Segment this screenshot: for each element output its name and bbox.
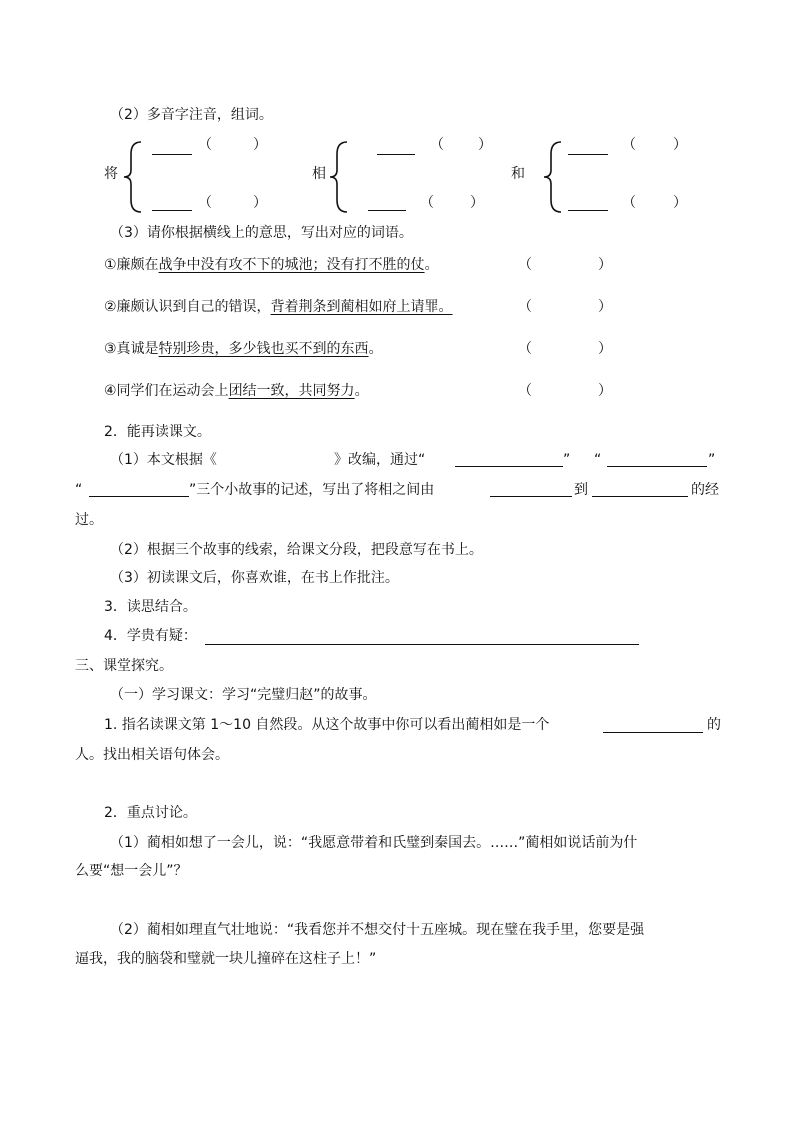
meaning-item-2: ②廉颇认识到自己的错误，背着荆条到蔺相如府上请罪。: [104, 299, 453, 315]
answer-blank[interactable]: [490, 496, 572, 497]
explore-q2-line-2: 逼我，我的脑袋和璧就一块儿撞碎在这柱子上！”: [75, 951, 377, 967]
explore-p1-part-c: 人。找出相关语句体会。: [75, 747, 229, 763]
polyphone-char-3: 和: [511, 166, 525, 182]
brace-icon: [541, 140, 565, 214]
explore-q2-line-1: （2）蔺相如理直气壮地说：“我看您并不想交付十五座城。现在璧在我手里，您要是强: [110, 922, 645, 938]
answer-paren-open: （: [518, 383, 532, 399]
paren-open: （: [622, 137, 636, 153]
pinyin-blank[interactable]: [152, 210, 192, 211]
reread-item3: 3．读思结合。: [104, 599, 197, 615]
answer-paren-open: （: [518, 257, 532, 273]
meaning-item-4: ④同学们在运动会上团结一致，共同努力。: [104, 383, 369, 399]
reread-q1-part-g: ”三个小故事的记述，写出了将相之间由: [189, 482, 435, 498]
reread-q1-part-e: ”: [708, 452, 716, 468]
answer-blank[interactable]: [603, 732, 703, 733]
section-heading-polyphone: （2）多音字注音，组词。: [110, 107, 273, 123]
question-blank[interactable]: [205, 644, 639, 645]
paren-open: （: [198, 195, 212, 211]
pinyin-blank[interactable]: [368, 210, 406, 211]
paren-close: ）: [673, 137, 687, 153]
reread-q1-part-d: “: [594, 452, 602, 468]
pinyin-blank[interactable]: [152, 154, 192, 155]
paren-close: ）: [470, 195, 484, 211]
paren-close: ）: [253, 137, 267, 153]
polyphone-char-2: 相: [312, 166, 326, 182]
brace-icon: [121, 140, 145, 214]
reread-q1-part-f: “: [75, 482, 83, 498]
pinyin-blank[interactable]: [568, 154, 608, 155]
paren-open: （: [198, 137, 212, 153]
answer-paren-open: （: [518, 341, 532, 357]
explore-q1-line-2: 么要“想一会儿”？: [75, 863, 188, 879]
answer-paren-close: ）: [598, 341, 612, 357]
reread-q1-part-j: 过。: [75, 512, 103, 528]
reread-q1-part-h: 到: [574, 482, 588, 498]
explore-p1-part-b: 的: [707, 717, 721, 733]
answer-paren-close: ）: [598, 257, 612, 273]
meaning-item-3: ③真诚是特别珍贵，多少钱也买不到的东西。: [104, 341, 383, 357]
explore-q1-line-1: （1）蔺相如想了一会儿，说：“我愿意带着和氏璧到秦国去。……”蔺相如说话前为什: [110, 835, 638, 851]
paren-close: ）: [478, 137, 492, 153]
reread-q2: （2）根据三个故事的线索，给课文分段，把段意写在书上。: [110, 542, 483, 558]
paren-close: ）: [673, 195, 687, 211]
section-heading-explore: 三、课堂探究。: [75, 658, 173, 674]
explore-p1-part-a: 1. 指名读课文第 1～10 自然段。从这个故事中你可以看出蔺相如是一个: [104, 717, 550, 733]
paren-close: ）: [253, 195, 267, 211]
answer-blank[interactable]: [89, 496, 189, 497]
reread-q1-part-a: （1）本文根据《: [110, 452, 217, 468]
meaning-item-1: ①廉颇在战争中没有攻不下的城池；没有打不胜的仗。: [104, 257, 439, 273]
reread-q3: （3）初读课文后，你喜欢谁，在书上作批注。: [110, 570, 399, 586]
answer-paren-open: （: [518, 299, 532, 315]
answer-paren-close: ）: [598, 299, 612, 315]
explore-p2: 2．重点讨论。: [104, 805, 197, 821]
answer-paren-close: ）: [598, 383, 612, 399]
reread-q1-part-c: ”: [563, 452, 571, 468]
reread-q1-part-b: 》改编，通过“: [334, 452, 426, 468]
section-heading-reread: 2．能再读课文。: [104, 424, 211, 440]
answer-blank[interactable]: [607, 466, 707, 467]
answer-blank[interactable]: [592, 496, 688, 497]
paren-open: （: [622, 195, 636, 211]
section-heading-meaning: （3）请你根据横线上的意思，写出对应的词语。: [110, 225, 413, 241]
paren-open: （: [430, 137, 444, 153]
answer-blank[interactable]: [455, 466, 563, 467]
brace-icon: [327, 140, 351, 214]
pinyin-blank[interactable]: [377, 154, 415, 155]
reread-q1-part-i: 的经: [691, 482, 719, 498]
polyphone-char-1: 将: [104, 166, 118, 182]
explore-subheading: （一）学习课文：学习“完璧归赵”的故事。: [110, 687, 377, 703]
reread-item4: 4．学贵有疑：: [104, 628, 197, 644]
paren-open: （: [420, 195, 434, 211]
pinyin-blank[interactable]: [568, 210, 608, 211]
